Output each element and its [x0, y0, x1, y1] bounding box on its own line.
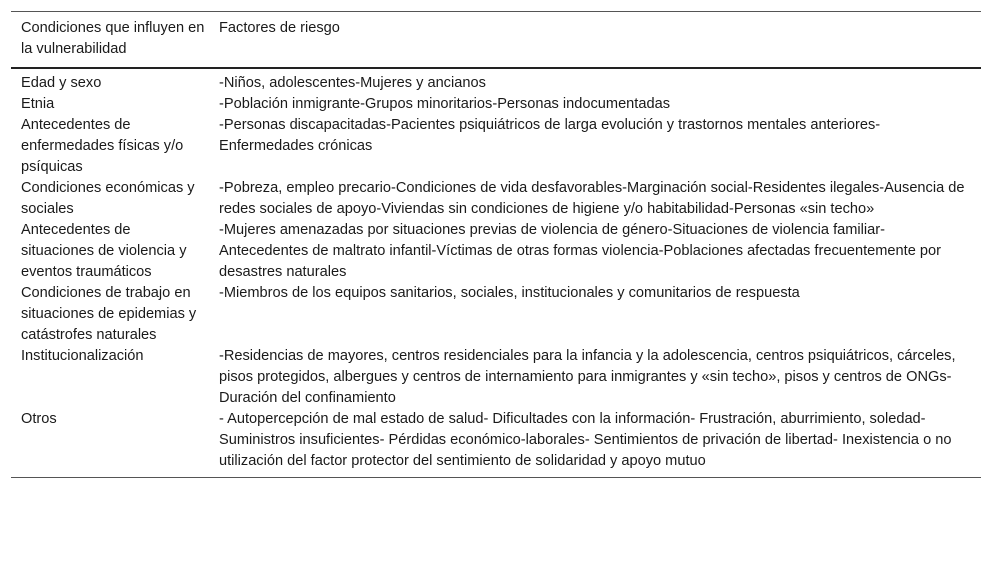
condition-cell: Etnia — [21, 96, 55, 112]
header-risk-factors: Factores de riesgo — [219, 20, 340, 36]
table-row — [11, 68, 981, 94]
condition-cell: Institucionalización — [21, 348, 144, 364]
table-body — [11, 68, 981, 478]
factors-cell: -Residencias de mayores, centros residenciales para la infancia y la adolescencia, centros psiquiátricos, cárceles, pisos protegidos, albergues y centros de internamiento para inmigrantes y «sin techo», pisos y centros de ONGs-Duración del confinamiento — [219, 348, 956, 406]
factors-cell: -Mujeres amenazadas por situaciones previas de violencia de género-Situaciones de violencia familiar-Antecedentes de maltrato infantil-Víctimas de otras formas violencia-Poblaciones afectadas frecuentemente por desastres naturales — [219, 222, 941, 280]
table-row — [11, 409, 981, 478]
header-row — [11, 12, 981, 69]
table-row — [11, 115, 981, 178]
condition-cell: Antecedentes de situaciones de violencia y eventos traumáticos — [21, 222, 187, 280]
factors-cell: -Miembros de los equipos sanitarios, sociales, institucionales y comunitarios de respuesta — [219, 285, 800, 301]
factors-cell: -Niños, adolescentes-Mujeres y ancianos — [219, 75, 486, 91]
factors-cell: -Pobreza, empleo precario-Condiciones de vida desfavorables-Marginación social-Residentes ilegales-Ausencia de redes sociales de apoyo-Viviendas sin condiciones de higiene y/o habitabilidad-Personas «sin techo» — [219, 180, 965, 217]
vulnerability-table-container — [11, 11, 981, 478]
condition-cell: Condiciones de trabajo en situaciones de epidemias y catástrofes naturales — [21, 285, 197, 343]
table-row — [11, 178, 981, 220]
table-row — [11, 346, 981, 409]
factors-cell: -Población inmigrante-Grupos minoritarios-Personas indocumentadas — [219, 96, 671, 112]
vulnerability-risk-table — [11, 11, 981, 478]
condition-cell: Edad y sexo — [21, 75, 102, 91]
condition-cell: Otros — [21, 411, 57, 427]
header-conditions: Condiciones que influyen en la vulnerabilidad — [21, 20, 205, 57]
condition-cell: Condiciones económicas y sociales — [21, 180, 195, 217]
factors-cell: - Autopercepción de mal estado de salud- Dificultades con la información- Frustración, aburrimiento, soledad- Suministros insuficientes- Pérdidas económico-laborales- Sentimientos de privación de libertad- Inexistencia o no utilización del factor protector del sentimiento de solidaridad y apoyo mutuo — [219, 411, 952, 469]
table-header — [11, 12, 981, 69]
table-row — [11, 283, 981, 346]
condition-cell: Antecedentes de enfermedades físicas y/o psíquicas — [21, 117, 184, 175]
table-row — [11, 220, 981, 283]
table-row — [11, 94, 981, 115]
factors-cell: -Personas discapacitadas-Pacientes psiquiátricos de larga evolución y trastornos mentales anteriores-Enfermedades crónicas — [219, 117, 881, 154]
